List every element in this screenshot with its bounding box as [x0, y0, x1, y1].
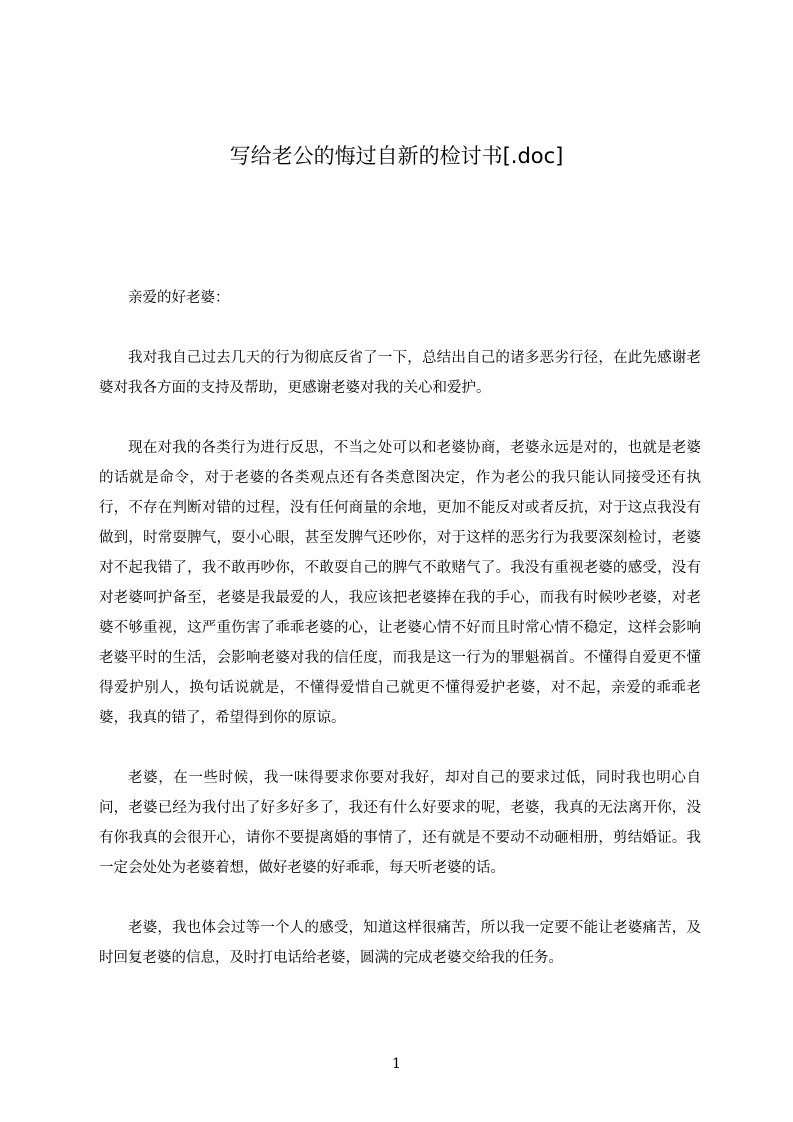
- paragraph-2: 现在对我的各类行为进行反思，不当之处可以和老婆协商，老婆永远是对的，也就是老婆的话就是命令，对于老婆的各类观点还有各类意图决定，作为老公的我只能认同接受还有执行，不存在判断对错的过程，没有任何商量的余地，更加不能反对或者反抗，对于这点我没有做到，时常耍脾气，耍小心眼，甚至发脾气还吵你，对于这样的恶劣行为我要深刻检讨，老婆对不起我错了，我不敢再吵你，不敢耍自己的脾气不敢赌气了。我没有重视老婆的感受，没有对老婆呵护备至，老婆是我最爱的人，我应该把老婆捧在我的手心，而我有时候吵老婆，对老婆不够重视，这严重伤害了乖乖老婆的心，让老婆心情不好而且时常心情不稳定，这样会影响老婆平时的生活，会影响老婆对我的信任度，而我是这一行为的罪魁祸首。不懂得自爱更不懂得爱护别人，换句话说就是，不懂得爱惜自己就更不懂得爱护老婆，对不起，亲爱的乖乖老婆，我真的错了，希望得到你的原谅。: [99, 440, 701, 726]
- document-title: 写给老公的悔过自新的检讨书[.doc]: [229, 144, 564, 168]
- paragraph-4: 老婆，我也体会过等一个人的感受，知道这样很痛苦，所以我一定要不能让老婆痛苦，及时回复老婆的信息，及时打电话给老婆，圆满的完成老婆交给我的任务。: [99, 920, 701, 966]
- document-body: [99, 283, 701, 1003]
- paragraph-1: 我对我自己过去几天的行为彻底反省了一下，总结出自己的诸多恶劣行径，在此先感谢老婆对我各方面的支持及帮助，更感谢老婆对我的关心和爱护。: [99, 350, 701, 396]
- page-number: 1: [392, 1056, 401, 1072]
- paragraph-3: 老婆，在一些时候，我一味得要求你要对我好，却对自己的要求过低，同时我也明心自问，老婆已经为我付出了好多好多了，我还有什么好要求的呢，老婆，我真的无法离开你，没有你我真的会很开心，请你不要提离婚的事情了，还有就是不要动不动砸相册，剪结婚证。我一定会处处为老婆着想，做好老婆的好乖乖，每天听老婆的话。: [99, 770, 701, 876]
- salutation: 亲爱的好老婆：: [128, 290, 230, 306]
